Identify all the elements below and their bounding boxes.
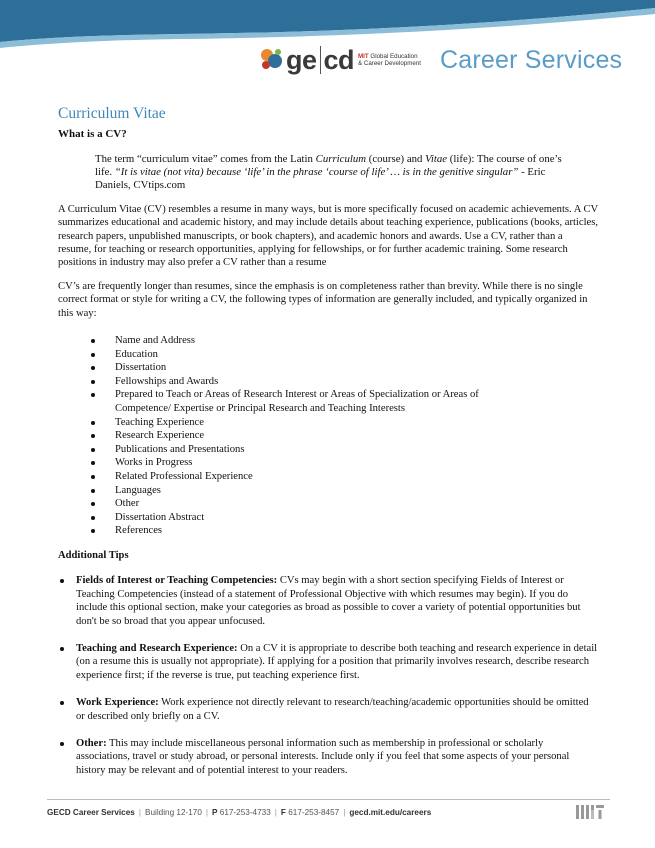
logo-separator [320,46,321,74]
what-is-cv-heading: What is a CV? [58,128,127,140]
list-item: Fellowships and Awards [115,375,598,389]
footer-fax: 617-253-8457 [288,808,340,817]
logo-subtitle [358,53,436,68]
list-item: Dissertation Abstract [115,511,598,525]
footer-fax-label: F [280,808,286,817]
document-body [58,104,598,791]
tip-item [76,737,598,777]
additional-tips-heading: Additional Tips [58,549,129,561]
quote-vitae-word: Vitae [425,153,448,166]
logo-ge-text: ge [286,44,317,75]
tip-label: Work Experience: [76,697,159,709]
list-item: References [115,524,598,538]
logo-cd-text: cd [323,44,355,75]
footer-building: Building 12-170 [144,808,202,817]
list-item: Education [115,348,598,362]
logo-subtitle-line2: & Career Development [358,60,421,67]
footer-phone-label: P [212,808,218,817]
cv-length-paragraph: CV’s are frequently longer than resumes, since the emphasis is on completeness rather than brevity. While there is no single correct format or style for writing a CV, the following types of information are generally included, and typically organized in this way: [58,280,588,319]
footer-separator: | [205,808,209,817]
footer-separator: | [343,808,346,817]
footer-phone: 617-253-4733 [219,808,271,817]
footer-separator: | [138,808,141,817]
tip-label: Teaching and Research Experience: [76,642,238,654]
footer-divider [47,799,610,800]
list-item: Research Experience [115,429,598,443]
mit-logo-icon [576,805,604,819]
quote-text-2: (course) and [366,153,426,166]
page-title: Curriculum Vitae [58,105,166,122]
tip-text: Work experience not directly relevant to research/teaching/academic opportunities should be omitted or described only briefly on a CV. [76,697,589,722]
quote-text-1: The term “curriculum vitae” comes from the Latin [95,153,316,166]
quote-attribution: - Eric Daniels, CVtips.com [95,166,546,191]
footer-org: GECD Career Services [47,808,135,817]
tips-list [58,574,598,777]
footer-separator: | [274,808,277,817]
list-item: Related Professional Experience [115,470,598,484]
tip-item [76,574,598,628]
tip-label: Other: [76,738,107,750]
list-item: Teaching Experience [115,416,598,430]
cv-sections-list [58,334,598,538]
list-item: Other [115,497,598,511]
footer-website-link[interactable]: gecd.mit.edu/careers [349,808,432,817]
list-item: Languages [115,484,598,498]
logo-mit-text: MIT [358,52,369,60]
career-services-title: Career Services [440,45,623,74]
tip-item [76,642,598,682]
list-item: Prepared to Teach or Areas of Research Interest or Areas of Specialization or Areas of Competence/ Expertise or Principal Research and Teaching Interests [115,388,535,415]
quote-curriculum-word: Curriculum [315,153,367,166]
tip-text: This may include miscellaneous personal information such as membership in professional or scholarly associations, travel or study abroad, or personal interests. Include only if you feel that some aspects of your personal history may be relevant and of potential interest to your readers. [76,738,570,776]
logo-subtitle-line1: Global Education [370,52,418,60]
list-item: Name and Address [115,334,598,348]
tip-label: Fields of Interest or Teaching Competencies: [76,575,278,587]
page-footer [47,808,431,817]
list-item: Publications and Presentations [115,443,598,457]
quote-italic-text: “It is vitae (not vita) because ‘life’ in the phrase ‘course of life’ … is in the genitive singular” [114,166,519,179]
tip-text: On a CV it is appropriate to describe both teaching and research experience in detail (on a resume this is usually not appropriate). If applying for a position that primarily involves research, describe research experience first; if the reverse is true, put teaching experience first. [76,642,598,681]
cv-description-paragraph: A Curriculum Vitae (CV) resembles a resume in many ways, but is more specifically focused on academic achievements. A CV summarizes educational and academic history, and may include details about teaching experience, publications (books, articles, research papers, unpublished manuscripts, or book chapters), and academic honors and awards. Use a CV, rather than a resume, for teaching or research opportunities, applying for fellowships, or for further academic training. Some research positions in industry may also prefer a CV rather than a resume [58,203,598,269]
gecd-globe-icon [258,46,286,74]
tip-text: CVs may begin with a short section specifying Fields of Interest or Teaching Competencies (instead of a statement of Professional Objective with which resumes may begin). If you do include this optional section, make your categories as broad as possible to cover a variety of potential opportunities but don't be so broad that you appear unfocused. [76,575,581,627]
list-item: Dissertation [115,361,598,375]
tip-item [76,696,598,723]
latin-definition-quote [95,153,562,191]
list-item: Works in Progress [115,456,598,470]
gecd-logo [258,40,622,80]
quote-text-3: (life): The course of one’s life. [95,153,562,179]
